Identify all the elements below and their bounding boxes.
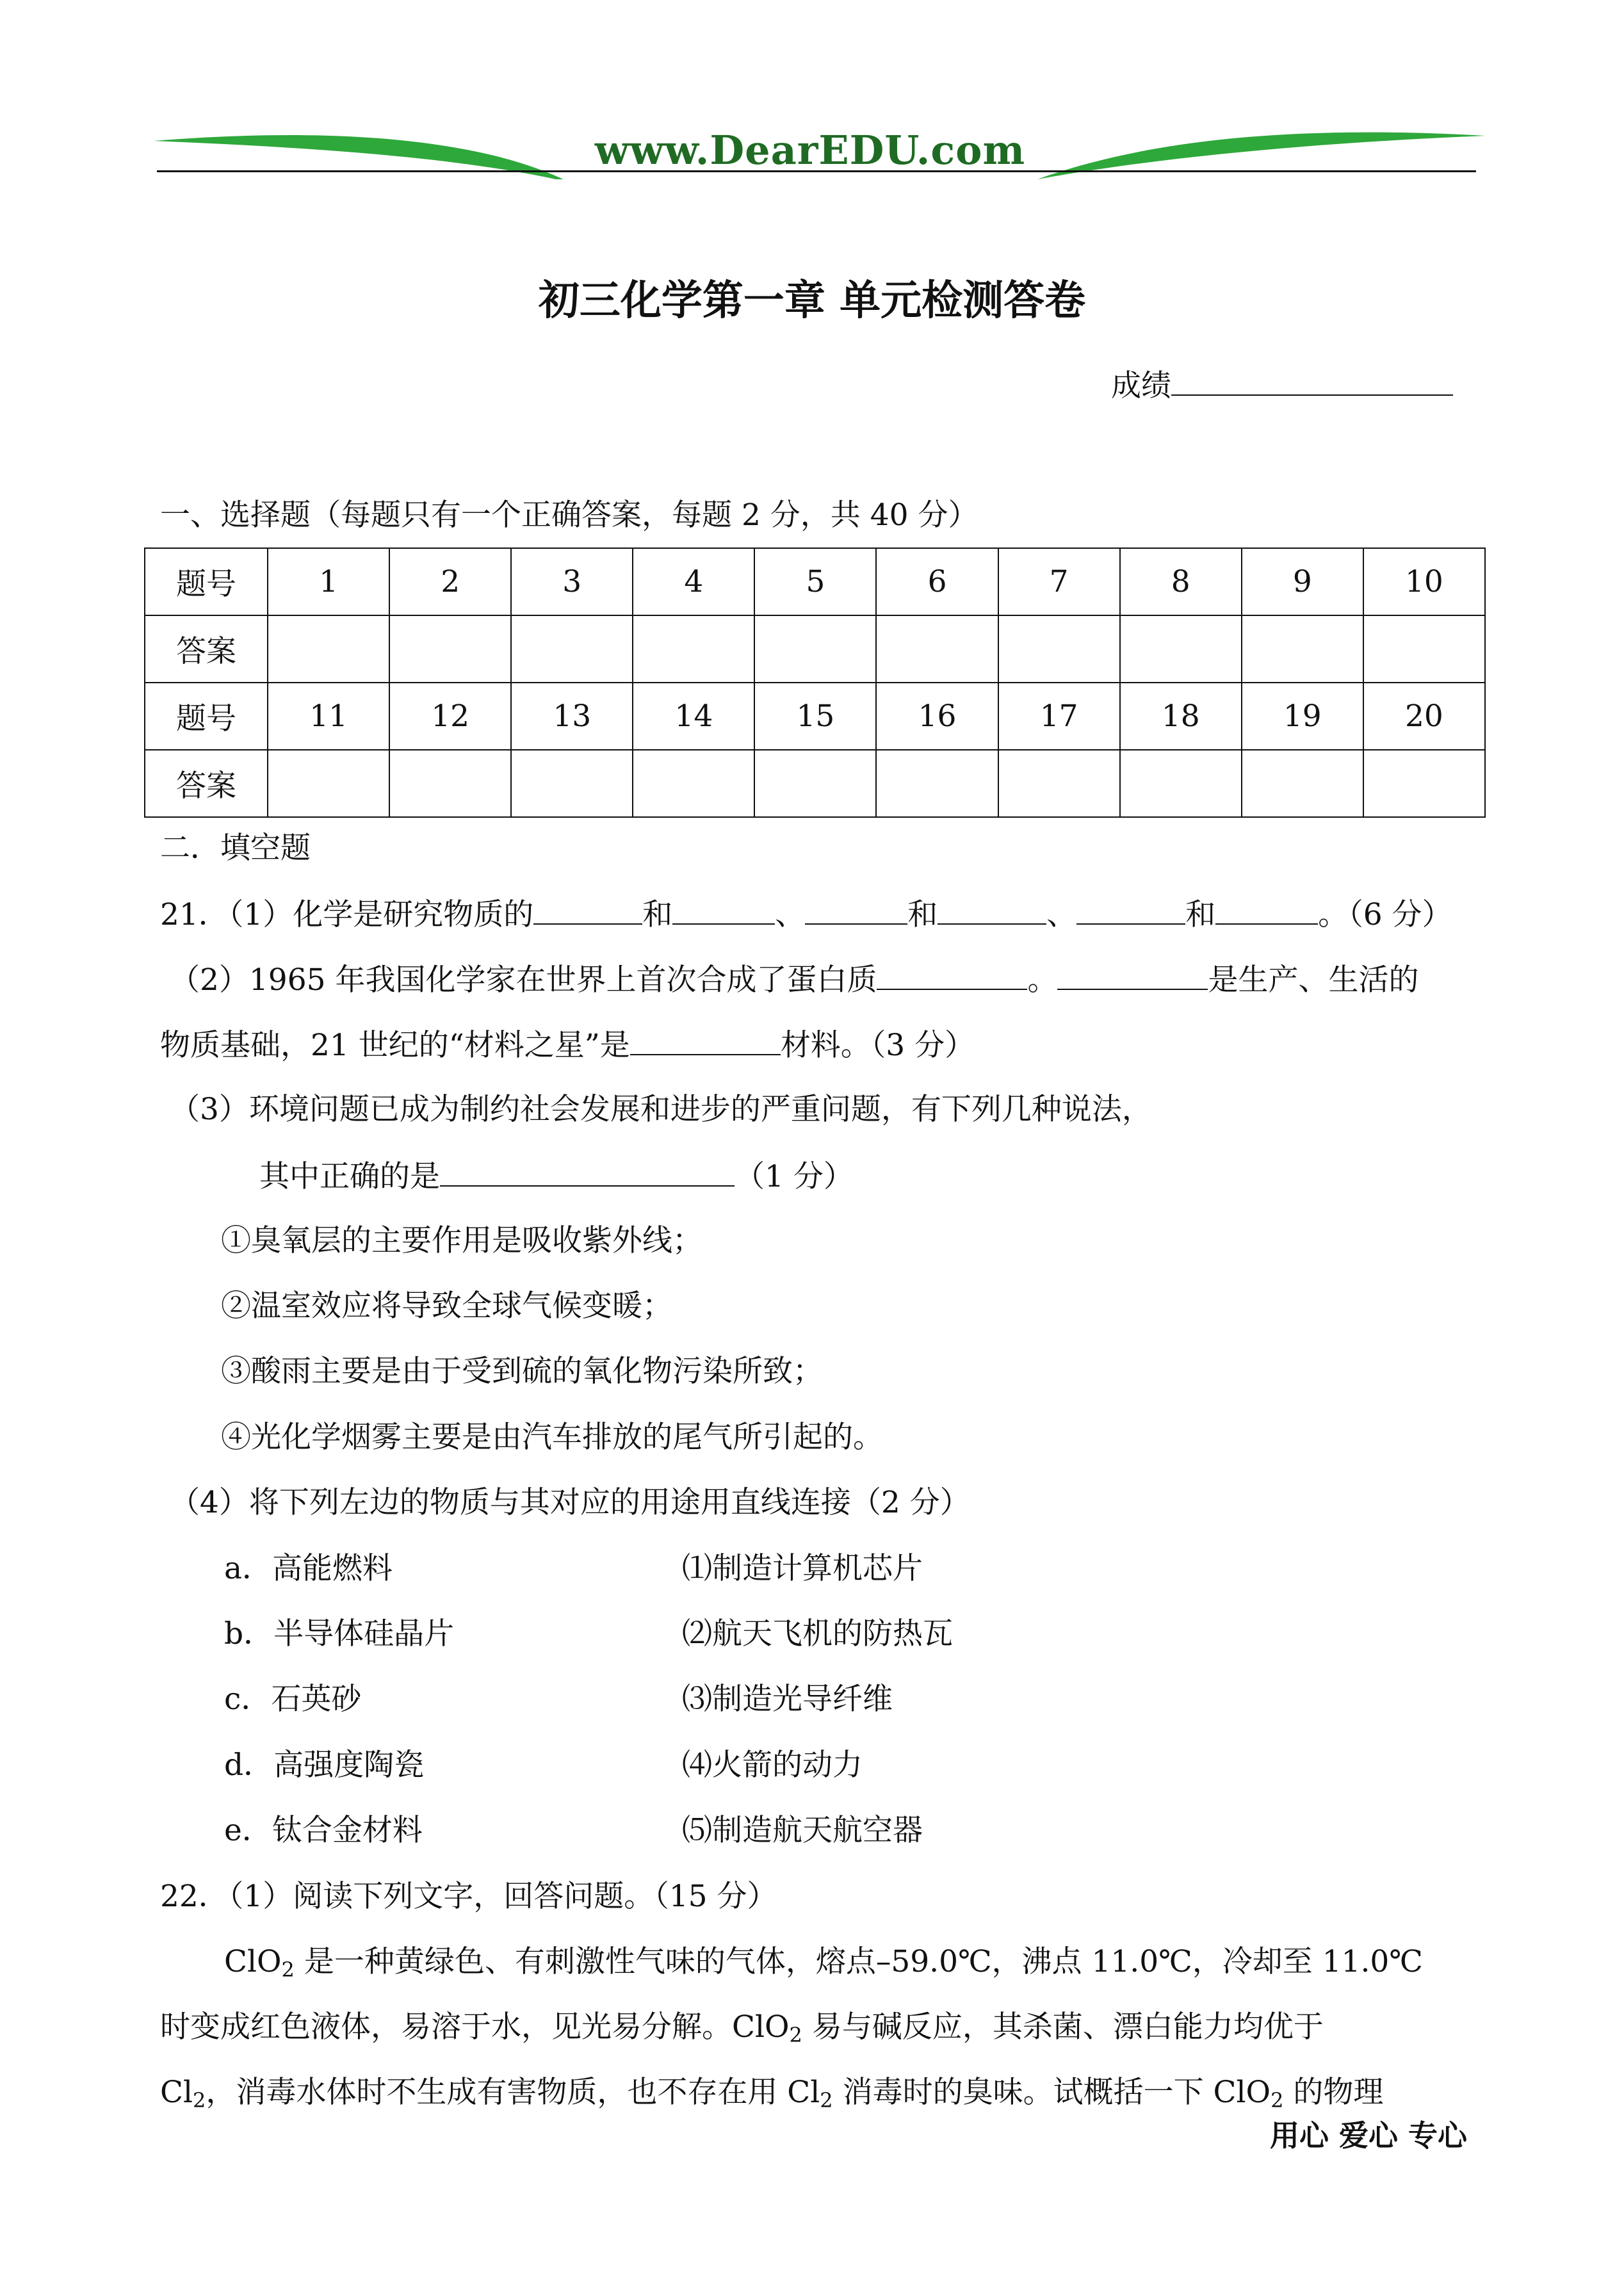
- q21-p3-item: ②温室效应将导致全球气候变暖；: [221, 1288, 672, 1324]
- q22-text: 是一种黄绿色、有刺激性气味的气体，熔点–59.0℃，沸点 11.0℃，冷却至 11.0℃: [294, 1944, 1423, 1979]
- q21-p3-text: （1 分）: [735, 1159, 854, 1194]
- answer-cell[interactable]: [1363, 615, 1485, 683]
- answer-cell[interactable]: [1120, 750, 1242, 817]
- match-left-item[interactable]: b．半导体硅晶片: [224, 1616, 455, 1651]
- q21-p3-item: ①臭氧层的主要作用是吸收紫外线；: [221, 1223, 702, 1258]
- q21-part1: [160, 894, 1452, 934]
- match-left-item[interactable]: c．石英砂: [224, 1682, 362, 1717]
- table-row: [145, 683, 1485, 750]
- row-label-answer: 答案: [145, 750, 268, 817]
- answer-cell[interactable]: [268, 750, 389, 817]
- match-right-item[interactable]: ⑵航天飞机的防热瓦: [682, 1616, 953, 1651]
- answer-cell[interactable]: [633, 615, 754, 683]
- subscript: 2: [281, 1958, 295, 1982]
- q21-part3-line2: [259, 1156, 854, 1196]
- fill-blank[interactable]: [1215, 894, 1318, 925]
- answer-cell[interactable]: [754, 750, 876, 817]
- row-label-answer: 答案: [145, 615, 268, 683]
- match-right-item[interactable]: ⑶制造光导纤维: [682, 1682, 893, 1717]
- match-left-item[interactable]: d．高强度陶瓷: [224, 1748, 425, 1783]
- match-right-item[interactable]: ⑷火箭的动力: [682, 1748, 863, 1783]
- score-blank[interactable]: [1171, 365, 1453, 396]
- fill-blank[interactable]: [877, 959, 1027, 990]
- question-number: 12: [389, 683, 511, 750]
- q21-part4-heading: （4）将下列左边的物质与其对应的用途用直线连接（2 分）: [170, 1485, 970, 1520]
- question-number: 18: [1120, 683, 1242, 750]
- answer-cell[interactable]: [754, 615, 876, 683]
- question-number: 7: [998, 548, 1120, 615]
- q22-text: 时变成红色液体，易溶于水，见光易分解。ClO: [160, 2009, 790, 2045]
- answer-cell[interactable]: [633, 750, 754, 817]
- q21-p1-text: 21．（1）化学是研究物质的: [160, 897, 534, 932]
- q22-text: ，消毒水体时不生成有害物质，也不存在用 Cl: [206, 2075, 820, 2110]
- table-row: [145, 615, 1485, 683]
- q21-p2-text: （2）1965 年我国化学家在世界上首次合成了蛋白质: [170, 962, 877, 998]
- fill-blank[interactable]: [1057, 959, 1208, 990]
- q21-p1-text: 、: [1046, 897, 1077, 932]
- q22-text: ClO: [224, 1944, 282, 1979]
- match-left-item[interactable]: e．钛合金材料: [224, 1813, 423, 1848]
- subscript: 2: [1271, 2088, 1284, 2113]
- site-logo-text: www.DearEDU.com: [594, 127, 1026, 174]
- page-title: 初三化学第一章 单元检测答卷: [538, 277, 1086, 325]
- fill-blank[interactable]: [672, 894, 775, 925]
- match-right-item[interactable]: ⑴制造计算机芯片: [682, 1551, 923, 1586]
- section2-heading: 二．填空题: [160, 831, 311, 866]
- q22-text: 易与碱反应，其杀菌、漂白能力均优于: [802, 2009, 1324, 2045]
- subscript: 2: [193, 2088, 206, 2113]
- row-label-number: 题号: [145, 683, 268, 750]
- score-line: [1111, 365, 1453, 405]
- q21-p3-item: ③酸雨主要是由于受到硫的氧化物污染所致；: [221, 1354, 823, 1389]
- q22-line2: [160, 2008, 1324, 2047]
- fill-blank[interactable]: [440, 1156, 735, 1187]
- q21-p1-text: 。（6 分）: [1318, 897, 1452, 932]
- answer-table: [144, 547, 1486, 818]
- subscript: 2: [820, 2088, 833, 2113]
- q21-p3-text: 其中正确的是: [259, 1159, 440, 1194]
- q21-p3-item: ④光化学烟雾主要是由汽车排放的尾气所引起的。: [221, 1420, 883, 1455]
- header-rule: [157, 170, 1476, 172]
- table-row: [145, 548, 1485, 615]
- answer-cell[interactable]: [268, 615, 389, 683]
- q21-part2-line1: [170, 959, 1418, 1000]
- match-left-item[interactable]: a．高能燃料: [224, 1551, 393, 1586]
- q22-heading: 22．（1）阅读下列文字，回答问题。（15 分）: [160, 1879, 777, 1914]
- answer-cell[interactable]: [876, 615, 998, 683]
- answer-cell[interactable]: [1242, 615, 1363, 683]
- q21-p2-text: 材料。（3 分）: [780, 1028, 975, 1063]
- question-number: 10: [1363, 548, 1485, 615]
- question-number: 1: [268, 548, 389, 615]
- question-number: 3: [511, 548, 633, 615]
- answer-cell[interactable]: [389, 750, 511, 817]
- fill-blank[interactable]: [805, 894, 907, 925]
- fill-blank[interactable]: [1076, 894, 1185, 925]
- q21-p1-text: 和: [1185, 897, 1216, 932]
- q22-line3: [160, 2073, 1383, 2112]
- answer-cell[interactable]: [389, 615, 511, 683]
- q21-p2-text: 是生产、生活的: [1208, 962, 1419, 998]
- q21-p1-text: 和: [907, 897, 938, 932]
- question-number: 16: [876, 683, 998, 750]
- score-label: 成绩: [1111, 368, 1171, 403]
- question-number: 17: [998, 683, 1120, 750]
- fill-blank[interactable]: [938, 894, 1046, 925]
- question-number: 14: [633, 683, 754, 750]
- fill-blank[interactable]: [630, 1025, 781, 1055]
- q22-text: 的物理: [1283, 2075, 1384, 2110]
- answer-cell[interactable]: [511, 615, 633, 683]
- question-number: 6: [876, 548, 998, 615]
- match-right-item[interactable]: ⑸制造航天航空器: [682, 1813, 923, 1848]
- question-number: 15: [754, 683, 876, 750]
- footer-motto: 用心 爱心 专心: [1269, 2118, 1467, 2153]
- table-row: [145, 750, 1485, 817]
- question-number: 20: [1363, 683, 1485, 750]
- question-number: 11: [268, 683, 389, 750]
- answer-cell[interactable]: [511, 750, 633, 817]
- question-number: 2: [389, 548, 511, 615]
- subscript: 2: [789, 2023, 802, 2047]
- q22-line1: [224, 1943, 1423, 1981]
- q22-text: Cl: [160, 2075, 193, 2110]
- q22-text: 消毒时的臭味。试概括一下 ClO: [832, 2075, 1271, 2110]
- banner-swoosh-left: [154, 135, 570, 179]
- answer-cell[interactable]: [1363, 750, 1485, 817]
- question-number: 4: [633, 548, 754, 615]
- q21-p2-text: 。: [1027, 962, 1058, 998]
- section1-heading: 一、选择题（每题只有一个正确答案，每题 2 分，共 40 分）: [160, 498, 978, 533]
- question-number: 19: [1242, 683, 1363, 750]
- q21-p2-text: 物质基础，21 世纪的“材料之星”是: [160, 1028, 630, 1063]
- answer-cell[interactable]: [876, 750, 998, 817]
- question-number: 8: [1120, 548, 1242, 615]
- question-number: 5: [754, 548, 876, 615]
- answer-cell[interactable]: [1242, 750, 1363, 817]
- q21-p1-text: 和: [642, 897, 673, 932]
- answer-cell[interactable]: [1120, 615, 1242, 683]
- answer-cell[interactable]: [998, 615, 1120, 683]
- q21-p1-text: 、: [775, 897, 806, 932]
- row-label-number: 题号: [145, 548, 268, 615]
- q21-part2-line2: [160, 1025, 975, 1065]
- question-number: 9: [1242, 548, 1363, 615]
- q21-part3-line1: （3）环境问题已成为制约社会发展和进步的严重问题，有下列几种说法，: [170, 1092, 1152, 1127]
- answer-cell[interactable]: [998, 750, 1120, 817]
- fill-blank[interactable]: [533, 894, 642, 925]
- question-number: 13: [511, 683, 633, 750]
